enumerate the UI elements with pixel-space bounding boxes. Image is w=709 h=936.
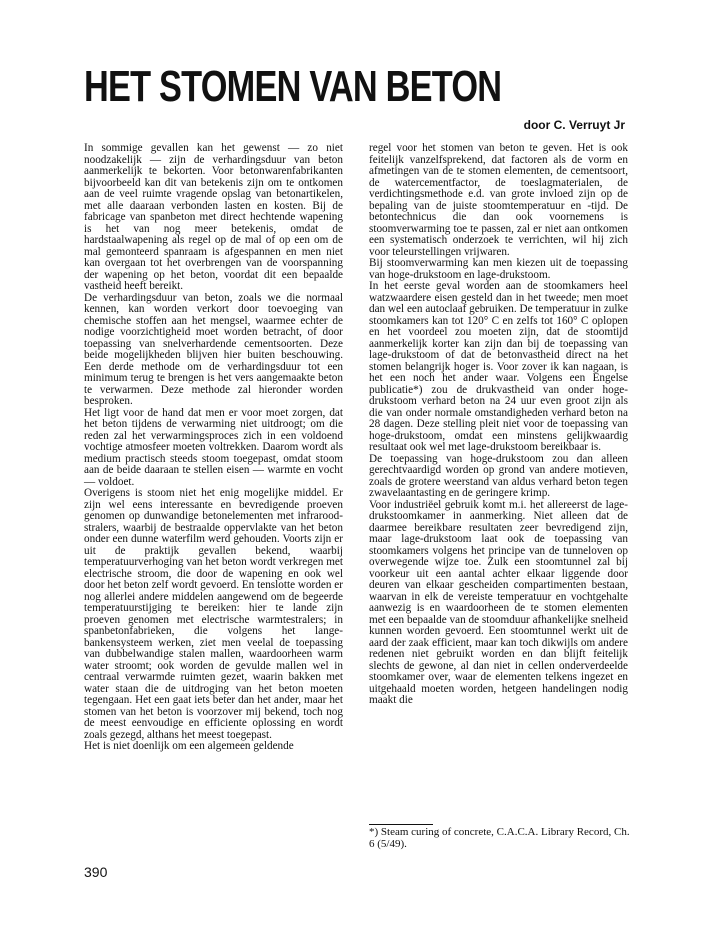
paragraph: Het is niet doenlijk om een algemeen geldende xyxy=(84,740,294,752)
article-title: HET STOMEN VAN BETON xyxy=(84,62,502,111)
right-text-column xyxy=(369,143,628,707)
paragraph: Voor industriëel gebruik komt m.i. het allereerst de lage-drukstoomkamer in aanmerking. Niet alleen dat de daarmee bereikbare resultaten zeer bevredigend zijn, maar lage-drukstoom laat ook de toepassing van stoomkamers volgens het principe van de tunneloven op overwegende wijze toe. Zulk een stoomtunnel zal bij voorkeur uit een aantal achter elkaar liggende door deuren van elkaar gescheiden compartimenten bestaan, waarvan in elk de vereiste temperatuur en vochtgehalte aanwezig is en waardoorheen de te stomen elementen met een bepaalde van de stoomduur afhankelijke snelheid kunnen worden gevoerd. Een stoomtunnel werkt uit de aard der zaak efficient, maar kan toch dikwijls om andere redenen niet gebruikt worden en dan blijft feitelijk slechts de gewone, al dan niet in cellen onderverdeelde stoomkamer over, waar de elementen telkens ingezet en uitgehaald moeten worden, hetgeen handelingen nodig maakt die xyxy=(369,498,628,706)
paragraph: De toepassing van hoge-drukstoom zou dan alleen gerechtvaardigd worden op grond van andere motieven, zoals de grotere weerstand van aldus verhard beton tegen zwavelaantasting en de geringere krimp. xyxy=(369,452,628,499)
author-byline: door C. Verruyt Jr xyxy=(523,118,625,132)
footnote: *) Steam curing of concrete, C.A.C.A. Library Record, Ch. 6 (5/49). xyxy=(369,826,630,850)
paragraph: In sommige gevallen kan het gewenst — zo niet noodzakelijk — zijn de verhardingsduur van beton aanmerkelijk te bekorten. Voor betonwarenfabrikanten bijvoorbeeld kan dit van betekenis zijn om te ontkomen aan de veel ruimte vragende opslag van betonartikelen, met alle daaraan verbonden lasten en kosten. Bij de fabricage van spanbeton met direct hechtende wapening is het van nog meer betekenis, omdat de hardstaalwapening als regel op de mal of op een om de mal gemonteerd spanraam is afgespannen en men niet kan overgaan tot het overbrengen van de voorspanning der wapening op het beton, voordat dit een bepaalde vastheid heeft bereikt. xyxy=(84,142,343,292)
paragraph: Het ligt voor de hand dat men er voor moet zorgen, dat het beton tijdens de verwarming niet uitdroogt; om die reden zal het verwarmingsproces zich in een voldoend vochtige atmosfeer moeten voltrekken. Daarom wordt als medium practisch steeds stoom toegepast, omdat stoom aan de beide daaraan te stellen eisen — warmte en vocht — voldoet. xyxy=(84,406,343,488)
paragraph: Overigens is stoom niet het enig mogelijke middel. Er zijn wel eens interessante en bevredigende proeven genomen op dunwandige betonelementen met infrarood-stralers, waarbij de bestraalde oppervlakte van het beton onder een dunne waterfilm werd gehouden. Voorts zijn er uit de praktijk gevallen bekend, waarbij temperatuurverhoging van het beton wordt verkregen met electrische stroom, die door de wapening en ook wel door het beton zelf wordt gevoerd. En tenslotte worden er nog allerlei andere middelen aangewend om de begeerde temperatuurstijging te bereiken: hier te lande zijn proeven genomen met electrische warmtestralers; in spanbetonfabrieken, die volgens het lange-bankensysteem werken, ziet men veelal de toepassing van dubbelwandige stalen mallen, waardoorheen warm water stroomt; ook worden de gevulde mallen wel in centraal verwarmde ruimten gezet, waarin bakken met water staan die de uitdroging van het beton moeten tegengaan. Het een gaat iets beter dan het ander, maar het stomen van het beton is voorzover mij bekend, toch nog de meest eenvoudige en efficiente oplossing en wordt zoals gezegd, althans het meest toegepast. xyxy=(84,487,343,741)
page-number: 390 xyxy=(84,864,108,880)
paragraph: De verhardingsduur van beton, zoals we die normaal kennen, kan worden verkort door toevoeging van chemische stoffen aan het mengsel, waarmee echter de nodige voorzichtigheid moet worden betracht, of door toepassing van snelverhardende cementsoorten. Deze beide mogelijkheden blijven hier buiten beschouwing. Een derde methode om de verhardingsduur tot een minimum terug te brengen is het vers aangemaakte beton te verwarmen. Deze methode zal hieronder worden besproken. xyxy=(84,291,343,407)
paragraph: In het eerste geval worden aan de stoomkamers heel watzwaardere eisen gesteld dan in het tweede; men moet dan wel een autoclaaf gebruiken. De temperatuur in zulke stoomkamers kan tot 120° C en zelfs tot 160° C oplopen en het voordeel zou moeten zijn, dat de stoomtijd aanmerkelijk korter kan zijn dan bij de toepassing van lage-drukstoom of dat de betonvastheid direct na het stomen belangrijk hoger is. Voor zover ik kan nagaan, is het een noch het ander waar. Volgens een Engelse publicatie*) zou de drukvastheid van onder hoge-drukstoom verhard beton na 24 uur even groot zijn als die van onder normale omstandigheden verhard beton na 28 dagen. Deze stelling pleit niet voor de toepassing van hoge-drukstoom, omdat een minstens gelijkwaardig resultaat ook wel met lage-drukstoom bereikbaar is. xyxy=(369,280,628,453)
footnote-divider xyxy=(369,824,433,825)
paragraph: Bij stoomverwarming kan men kiezen uit de toepassing van hoge-drukstoom en lage-drukstoom. xyxy=(369,257,628,281)
paragraph: regel voor het stomen van beton te geven. Het is ook feitelijk vanzelfsprekend, dat factoren als de vorm en afmetingen van de te stomen elementen, de cementsoort, de watercementfactor, de toeslagmaterialen, de verdichtingsmethode e.d. van grote invloed zijn op de bepaling van de juiste stoomtemperatuur en -tijd. De betontechnicus die dan ook voornemens is stoomverwarming toe te passen, zal er niet aan ontkomen een systematisch onderzoek te verrichten, wil hij zich voor teleurstellingen vrijwaren. xyxy=(369,142,628,258)
left-text-column xyxy=(84,143,343,753)
